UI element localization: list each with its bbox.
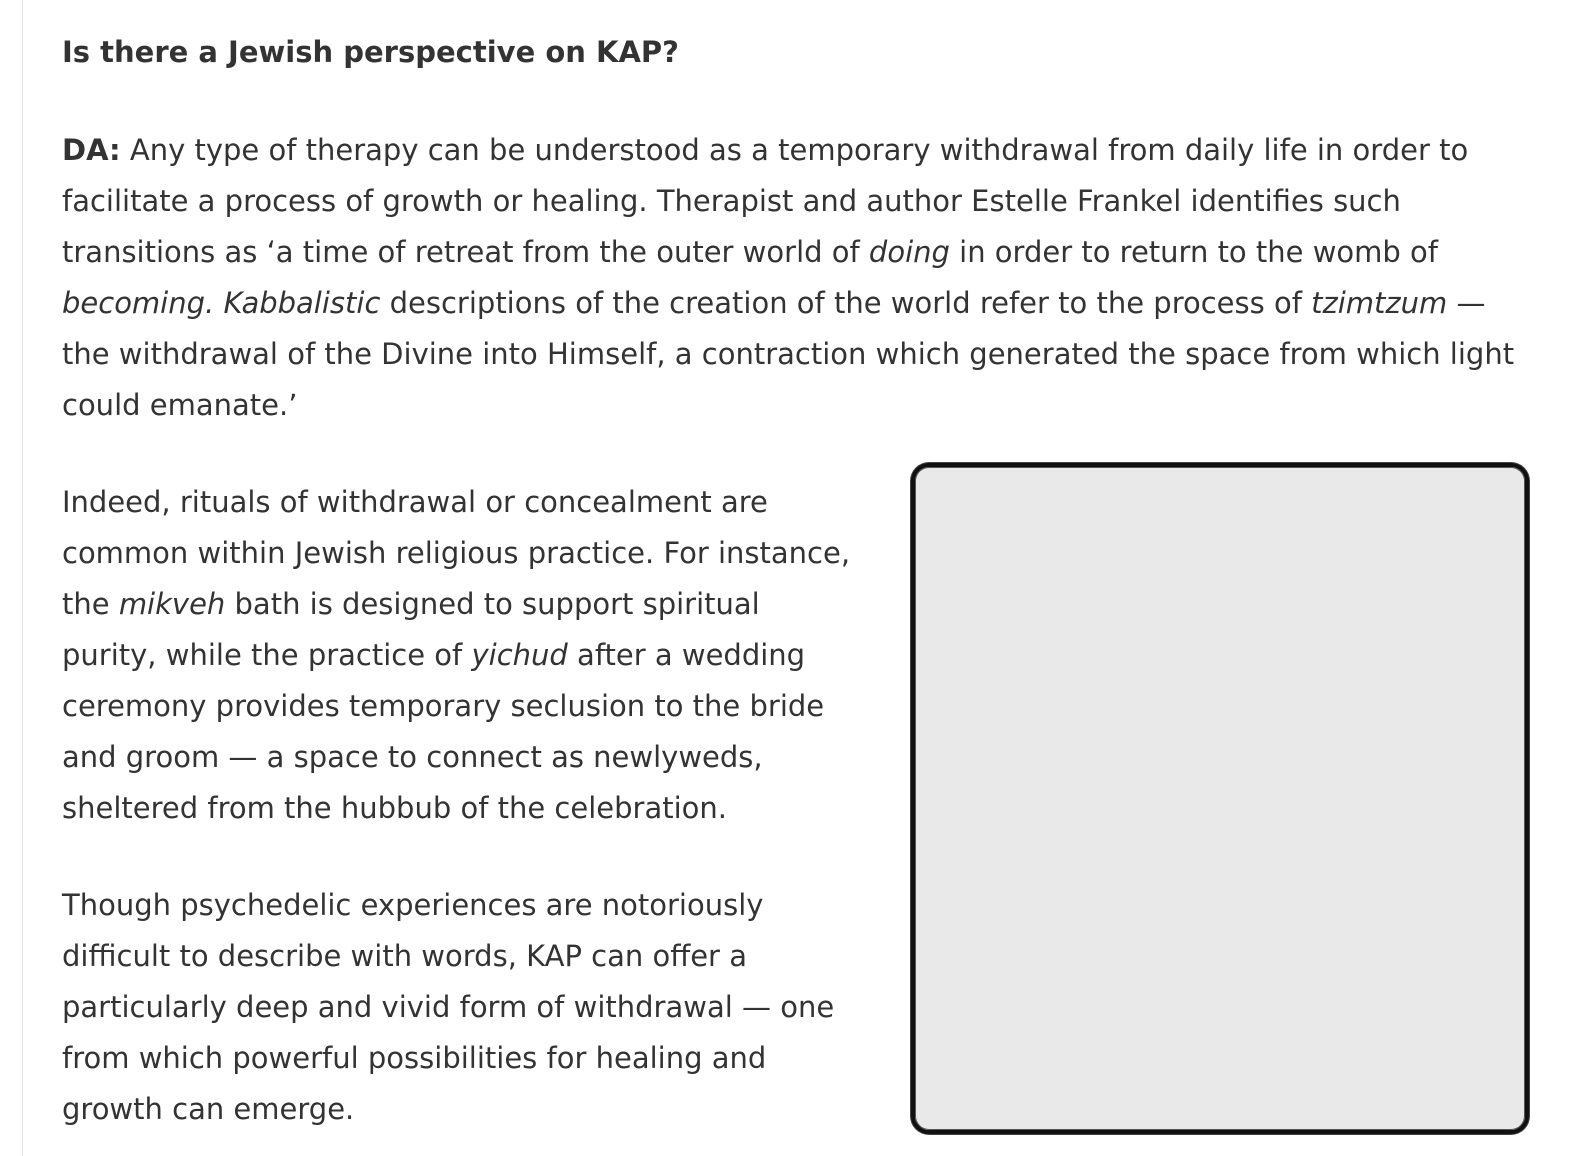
italic-term: yichud: [471, 638, 568, 672]
rituals-paragraph: [62, 477, 862, 834]
paragraph-text: after a wedding ceremony provides temporary seclusion to the bride and groom — a space to connect as newlyweds, sheltered from the hubbub of the celebration.: [62, 638, 825, 825]
answer-text: in order to return to the womb of: [949, 235, 1438, 269]
article-image-placeholder: [911, 463, 1529, 1134]
italic-term: tzimtzum: [1311, 286, 1448, 320]
answer-text: descriptions of the creation of the world refer to the process of: [380, 286, 1312, 320]
speaker-label: DA:: [62, 133, 121, 167]
italic-term: Kabbalistic: [223, 286, 381, 320]
paragraph-text: Indeed, rituals of withdrawal or concealment are common within Jewish religious practice. For instance, the: [62, 485, 851, 621]
question-heading: Is there a Jewish perspective on KAP?: [62, 35, 679, 69]
answer-text: — the withdrawal of the Divine into Himself, a contraction which generated the space from which light could emanate.’: [62, 286, 1515, 422]
italic-term: becoming.: [62, 286, 215, 320]
italic-term: doing: [868, 235, 950, 269]
answer-paragraph: [62, 125, 1532, 431]
paragraph-text: bath is designed to support spiritual purity, while the practice of: [62, 587, 760, 672]
psychedelic-paragraph: Though psychedelic experiences are notoriously difficult to describe with words, KAP can offer a particularly deep and vivid form of withdrawal — one from which powerful possibilities for healing and growth can emerge.: [62, 888, 835, 1126]
italic-term: mikveh: [118, 587, 226, 621]
answer-text: Any type of therapy can be understood as a temporary withdrawal from daily life in order to facilitate a process of growth or healing. Therapist and author Estelle Frankel identifies such transitions as ‘a time of retreat from the outer world of: [62, 133, 1469, 269]
